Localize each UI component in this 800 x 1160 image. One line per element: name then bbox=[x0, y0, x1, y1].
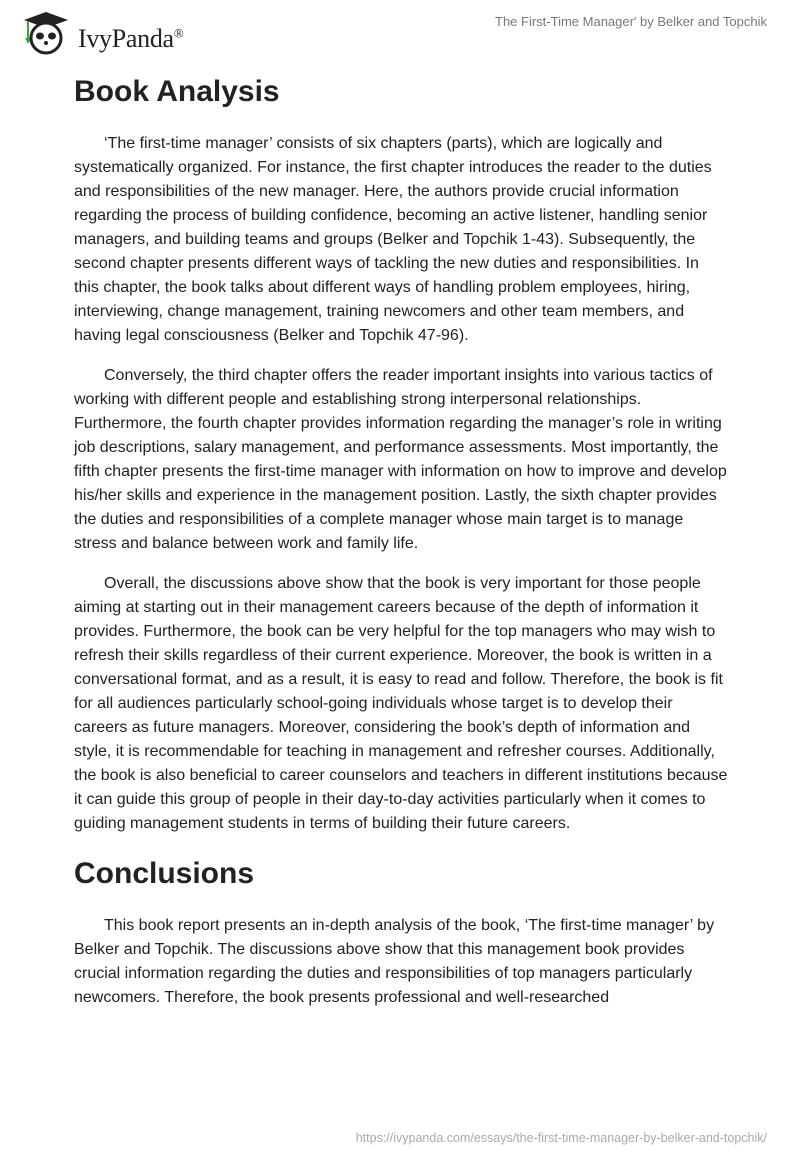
brand-name bbox=[78, 24, 183, 54]
article-body bbox=[74, 70, 728, 1026]
source-url[interactable]: https://ivypanda.com/essays/the-first-time-manager-by-belker-and-topchik/ bbox=[355, 1131, 767, 1145]
panda-graduate-icon bbox=[20, 10, 72, 56]
brand-text: IvyPanda bbox=[78, 24, 174, 53]
paragraph: Overall, the discussions above show that the book is very important for those people aiming at starting out in their management careers because of the depth of information it provides. Furthermore, the book can be very helpful for the top managers who may wish to refresh their skills regardless of their current experience. Moreover, the book is written in a conversational format, and as a result, it is easy to read and follow. Therefore, the book is fit for all audiences particularly school-going individuals whose target is to develop their careers as future managers. Moreover, considering the book’s depth of information and style, it is recommendable for teaching in management and refresher courses. Additionally, the book is also beneficial to career counselors and teachers in different institutions because it can guide this group of people in their day-to-day activities particularly when it comes to guiding management students in terms of building their future careers. bbox=[74, 575, 728, 832]
paragraph: ‘The first-time manager’ consists of six chapters (parts), which are logically and systematically organized. For instance, the first chapter introduces the reader to the duties and responsibilities of the new manager. Here, the authors provide crucial information regarding the process of building confidence, becoming an active listener, handling senior managers, and building teams and groups (Belker and Topchik 1-43). Subsequently, the second chapter presents different ways of tackling the new duties and responsibilities. In this chapter, the book talks about different ways of handling problem employees, hiring, interviewing, change management, training newcomers and other team members, and having legal consciousness (Belker and Topchik 47-96). bbox=[74, 135, 712, 344]
heading-conclusions: Conclusions bbox=[74, 857, 255, 890]
registered-mark: ® bbox=[173, 25, 184, 41]
paragraph: Conversely, the third chapter offers the reader important insights into various tactics of working with different people and establishing strong interpersonal relationships. Furthermore, the fourth chapter provides information regarding the manager’s role in writing job descriptions, salary management, and performance assessments. Most importantly, the fifth chapter presents the first-time manager with information on how to improve and develop his/her skills and experience in the management position. Lastly, the sixth chapter provides the duties and responsibilities of a complete manager whose main target is to manage stress and balance between work and family life. bbox=[74, 367, 727, 552]
running-title: The First-Time Manager' by Belker and Topchik bbox=[495, 14, 767, 29]
ivypanda-logo[interactable] bbox=[20, 10, 183, 56]
heading-book-analysis: Book Analysis bbox=[74, 75, 280, 108]
paragraph: This book report presents an in-depth analysis of the book, ‘The first-time manager’ by Belker and Topchik. The discussions above show that this management book provides crucial information regarding the duties and responsibilities of top managers particularly newcomers. Therefore, the book presents professional and well-researched bbox=[74, 917, 715, 1006]
